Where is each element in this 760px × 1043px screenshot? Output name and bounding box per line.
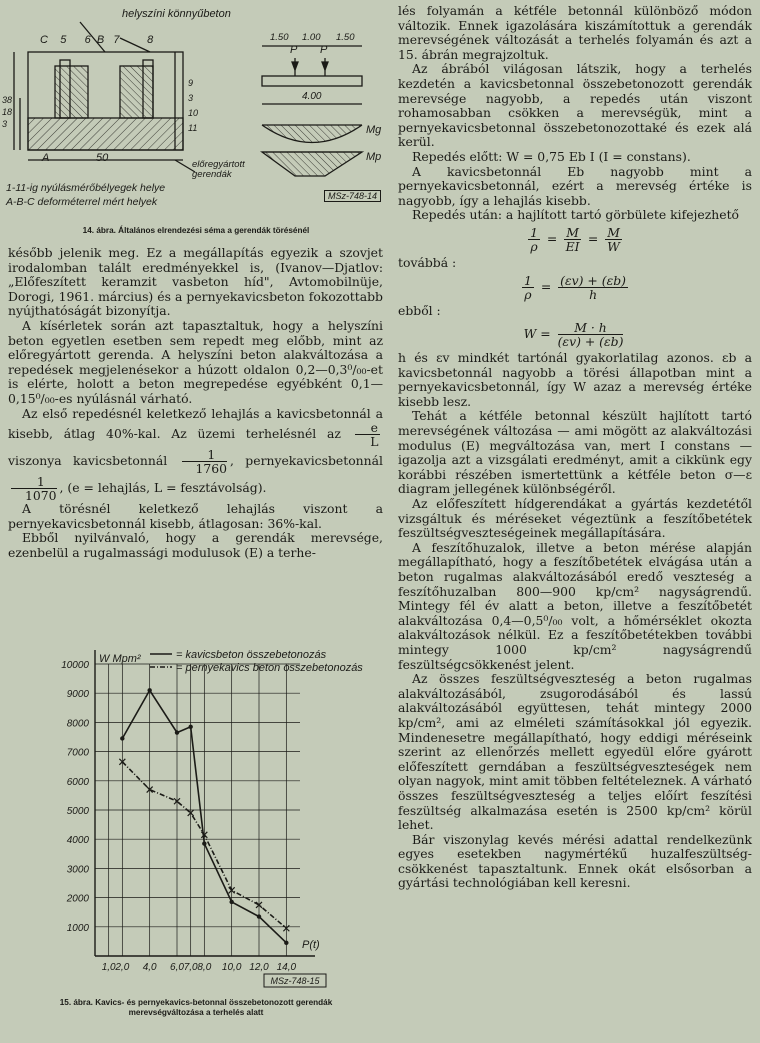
- y-tick-label: 5000: [66, 806, 89, 817]
- paragraph: A kísérletek során azt tapasztaltuk, hogy a helyszíni beton egyetlen esetben sem repedt meg előbb, mint az előregyártott gerenda. A helyszíni beton alakváltozása a repedések megjelenésekor a húzott oldalon 0,2—0,3⁰/₀₀-et is elérte, holott a beton megrepedése egyébként 0,1—0,15⁰/₀₀-es nyúlásnál várható.: [8, 317, 383, 406]
- frac-den: W: [607, 238, 620, 254]
- frac-num: 1: [524, 272, 532, 288]
- fig14-length: 4.00: [302, 91, 322, 102]
- fig14-dim: 18: [2, 107, 13, 117]
- y-tick-label: 6000: [66, 776, 89, 788]
- fig14-code: MSz-748-14: [324, 190, 381, 202]
- frac-num: e: [355, 421, 380, 435]
- fraction: [605, 226, 622, 253]
- data-point: [175, 730, 179, 734]
- frac-num: 1: [11, 475, 57, 489]
- fig14-letter: 5: [60, 34, 67, 46]
- x-tick-label: 4,0: [142, 962, 157, 973]
- fig14-span: 1.50: [270, 32, 289, 43]
- fig14-label-top: helyszíni könnyűbeton: [122, 8, 231, 20]
- stiffness-chart: [0, 636, 392, 996]
- y-tick-label: 3000: [66, 864, 89, 876]
- y-tick-label: 1000: [66, 922, 89, 934]
- frac-den: 1760: [195, 461, 228, 477]
- paragraph: Az ábrából világosan látszik, hogy a terhelés kezdetén a kavicsbetonnal összebetonozott gerendák merevsége nagyobb, a repedés után viszont rohamosabban csökken a merevségük, mint a pernyekavicsbetonnal összebetonozottaké és ezek alá kerül.: [398, 61, 752, 150]
- legend-label: = pernyekavics beton összebetonozás: [176, 662, 363, 674]
- data-point: [229, 900, 233, 904]
- data-point: [257, 914, 261, 918]
- figure-15: [0, 636, 392, 1043]
- legend-label: = kavicsbeton összebetonozás: [176, 649, 327, 661]
- fig14-dim: 10: [188, 108, 199, 118]
- frac-den: (εv) + (εb): [557, 334, 624, 350]
- data-point: [188, 725, 192, 729]
- paragraph: Az összes feszültségveszteség a beton rugalmas alakváltozásából, zsugorodásából és lassú alakváltozásából együttesen, tehát mintegy 2000 kp/cm², ami az elméleti számításokkal jól egyezik. Mindenesetre megállapítható, hogy eddigi méréseink szerint az ellenőrzés mellett egyedül előre gyárott előfeszített gerndában a feszültségveszteségek nem olyan nagyok, mint amit többen feltételeznek. A várható összes feszültségveszteség a teljes előírt feszítési feszültség alkalmazása esetén is 2500 kp/cm² körül lehet.: [398, 671, 752, 833]
- figure-14: [0, 0, 392, 240]
- frac-num: M: [607, 224, 620, 240]
- paragraph: A törésnél keletkező lehajlás viszont a pernyekavicsbetonnál kisebb, átlagosan: 36%-kal.: [8, 501, 383, 531]
- fig14-letters: [40, 34, 153, 46]
- x-tick-label: 2,0: [115, 962, 130, 973]
- left-column-text: [8, 246, 383, 561]
- fig14-letter: B: [96, 34, 105, 46]
- frac-den: ρ: [524, 286, 532, 302]
- x-tick-label: 7,0: [183, 962, 198, 973]
- y-axis-label: W Mpm²: [99, 653, 141, 665]
- right-column-text: [398, 4, 752, 891]
- data-point: [120, 736, 124, 740]
- fig14-letter: 8: [147, 34, 154, 46]
- fig14-letter: C: [40, 34, 48, 46]
- paragraph: A feszítőhuzalok, illetve a beton mérése alapján megállapítható, hogy a feszítőbetétek elvágása után a beton rugalmas alakváltozásából eredő veszteség a feszítőhuzalban 800—900 kp/cm² nagyságrendű. Mintegy fél év alatt a beton, illetve a feszítőbetét alakváltozása 0,4—0,5⁰/₀₀ volt, a hőmérséklet okozta alakváltozások nélkül. Ez a feszítőbetétekben további mintegy 1000 kp/cm² nagyságrendű feszültségcsökkenést jelent.: [398, 539, 752, 672]
- frac-den: EI: [565, 238, 580, 254]
- fig14-dim: 11: [188, 123, 198, 133]
- x-tick-label: 1,0: [101, 962, 116, 973]
- y-tick-label: 9000: [66, 689, 89, 701]
- equation-strain: $\frac{1}{\rho}$ = $\frac{(\varepsilon v) + (\varepsilon b)}{h}$: [524, 272, 626, 302]
- paragraph: Tehát a kétféle betonnal készült hajlított tartó merevségének változása — ami mögött az alakváltozási modulus (E) megváltozása van, mert I constans — igazolja azt a vizsgálati eredményt, amit a cikkünk egy korábbi részében ismertettünk a kétféle beton σ—ε diagram jellegének különbségéről.: [398, 408, 752, 497]
- paragraph: A kavicsbetonnál Eb nagyobb mint a pernyekavicsbetonnál, ezért a merevség értéke is nagyobb, így a lehajlás kisebb.: [398, 163, 752, 208]
- frac-num: M · h: [558, 321, 624, 335]
- fig14-caption: 14. ábra. Általános elrendezési séma a gerendák törésénél: [82, 226, 310, 235]
- equation-curvature: $\frac{1}{\rho}$ = $\frac{M}{EI}$ = $\frac{M}{W}$: [530, 224, 620, 254]
- text-run: Az első repedésnél keletkező lehajlás a kavicsbetonnál a kisebb, átlag 40%-kal. Az üzemi terhelésnél az: [8, 405, 383, 442]
- fig14-load-p1: P: [290, 44, 298, 56]
- fig14-prestressed: előregyártott gerendák: [192, 159, 245, 180]
- frac-num: 1: [182, 448, 228, 462]
- data-point: [147, 688, 151, 692]
- paragraph: Ebből nyilvánvaló, hogy a gerendák merevsége, ezenbelül a rugalmassági modulusok (E) a terhe-: [8, 530, 383, 560]
- fig14-dim: 3: [188, 93, 194, 103]
- fig14-mp: Mp: [366, 151, 382, 163]
- paragraph: Repedés előtt: W = 0,75 Eb I (I = constans).: [412, 148, 691, 164]
- fig14-letter: 6: [84, 34, 91, 46]
- equation-stiffness: [398, 321, 752, 348]
- fig14-load-p2: P: [320, 44, 328, 56]
- text-run: viszonya kavicsbetonnál: [8, 453, 168, 469]
- fig14-side-right: [188, 76, 198, 136]
- frac-num: M: [566, 224, 579, 240]
- data-point: [202, 841, 206, 845]
- fraction: [558, 321, 624, 348]
- fraction: [355, 421, 380, 448]
- fig15-code: MSz-748-15: [270, 976, 320, 986]
- paragraph: h és εv mindkét tartónál gyakorlatilag azonos. εb a kavicsbetonnál nagyobb a törési állapotban mint a pernyekavicsbetonnál, így W azaz a merevség értéke kisebb lesz.: [398, 350, 752, 409]
- paragraph: ebből :: [398, 302, 441, 318]
- fraction: [564, 226, 581, 253]
- fig14-mg: Mg: [366, 124, 382, 136]
- fig14-span: 1.50: [336, 32, 355, 43]
- paragraph: később jelenik meg. Ez a megállapítás egyezik a szovjet irodalomban talált eredményekkel is, (Ivanov—Djatlov: „Előfeszített keramzit vasbeton híd", Avtomobilnüje, Dorogi, 1961. március) és a pernyekavicsbeton fokozottabb nyújthatóságát bizonyítja.: [8, 245, 383, 319]
- frac-num: (εv) + (εb): [560, 272, 626, 288]
- frac-den: h: [589, 286, 598, 302]
- frac-num: 1: [530, 224, 538, 240]
- x-tick-label: 14,0: [276, 962, 297, 973]
- fig14-note2: A-B-C deforméterrel mért helyek: [6, 196, 158, 208]
- fig15-caption-line2: merevségváltozása a terhelés alatt: [128, 1008, 264, 1017]
- paragraph: Bár viszonylag kevés mérési adattal rendelkezünk egyes esetekben nagymértékű huzalfeszültség-csökkenést tapasztaltunk. Ennek okát elsősorban a gyártási technológiában kell keresni.: [398, 831, 752, 891]
- y-tick-label: 10000: [61, 660, 89, 671]
- frac-den: L: [370, 434, 379, 450]
- frac-den: 1070: [25, 488, 57, 504]
- fig14-span: 1.00: [302, 32, 321, 43]
- paragraph: lés folyamán a kétféle betonnál különböző módon változik. Ennek igazolására kiszámítottuk a gerendák merevségének változását a terhelés folyamán és azt a 15. ábrán megrajzoltuk.: [398, 3, 752, 62]
- fraction: [182, 448, 228, 475]
- fig15-caption: [0, 998, 392, 1018]
- data-point: [284, 941, 288, 945]
- paragraph: [8, 407, 383, 503]
- fig14-dim: 3: [2, 119, 8, 129]
- text-run: , (e = lehajlás, L = fesztávolság).: [59, 480, 267, 496]
- fraction: [522, 274, 534, 301]
- y-tick-label: 4000: [66, 835, 89, 847]
- eq-lhs: W =: [523, 326, 551, 342]
- y-tick-label: 2000: [66, 893, 89, 905]
- fraction: [528, 226, 540, 253]
- fraction: [11, 475, 57, 502]
- x-tick-label: 8,0: [197, 962, 212, 973]
- fig14-side-left: [2, 94, 12, 130]
- fig14-note1: 1-11-ig nyúlásmérőbélyegek helye: [6, 182, 166, 194]
- x-tick-label: 10,0: [221, 962, 242, 973]
- paragraph: Repedés után: a hajlított tartó görbülete kifejezhető: [412, 207, 740, 223]
- fig14-bottom-50: 50: [96, 152, 109, 164]
- x-tick-label: 12,0: [249, 962, 269, 973]
- fraction: [558, 274, 628, 301]
- y-tick-label: 7000: [66, 747, 89, 759]
- fig14-dim: 38: [2, 95, 13, 105]
- fig15-caption-line1: 15. ábra. Kavics- és pernyekavics-betonnal összebetonozott gerendák: [59, 998, 333, 1007]
- x-axis-label: P(t): [302, 939, 320, 951]
- paragraph: továbbá :: [398, 254, 457, 270]
- text-run: , pernyekavicsbetonnál: [230, 453, 383, 469]
- fig14-letter: 7: [113, 34, 120, 46]
- fig14-dim: 9: [188, 78, 194, 88]
- paragraph: Az előfeszített hídgerendákat a gyártás kezdetétől vizsgáltuk és méréseket végeztünk a feszítőbetétek feszültségveszteségeinek megállapítására.: [398, 496, 752, 541]
- frac-den: ρ: [530, 238, 538, 254]
- fig14-bottom-a: A: [42, 152, 50, 164]
- y-tick-label: 8000: [66, 718, 89, 730]
- x-tick-label: 6,0: [170, 962, 184, 973]
